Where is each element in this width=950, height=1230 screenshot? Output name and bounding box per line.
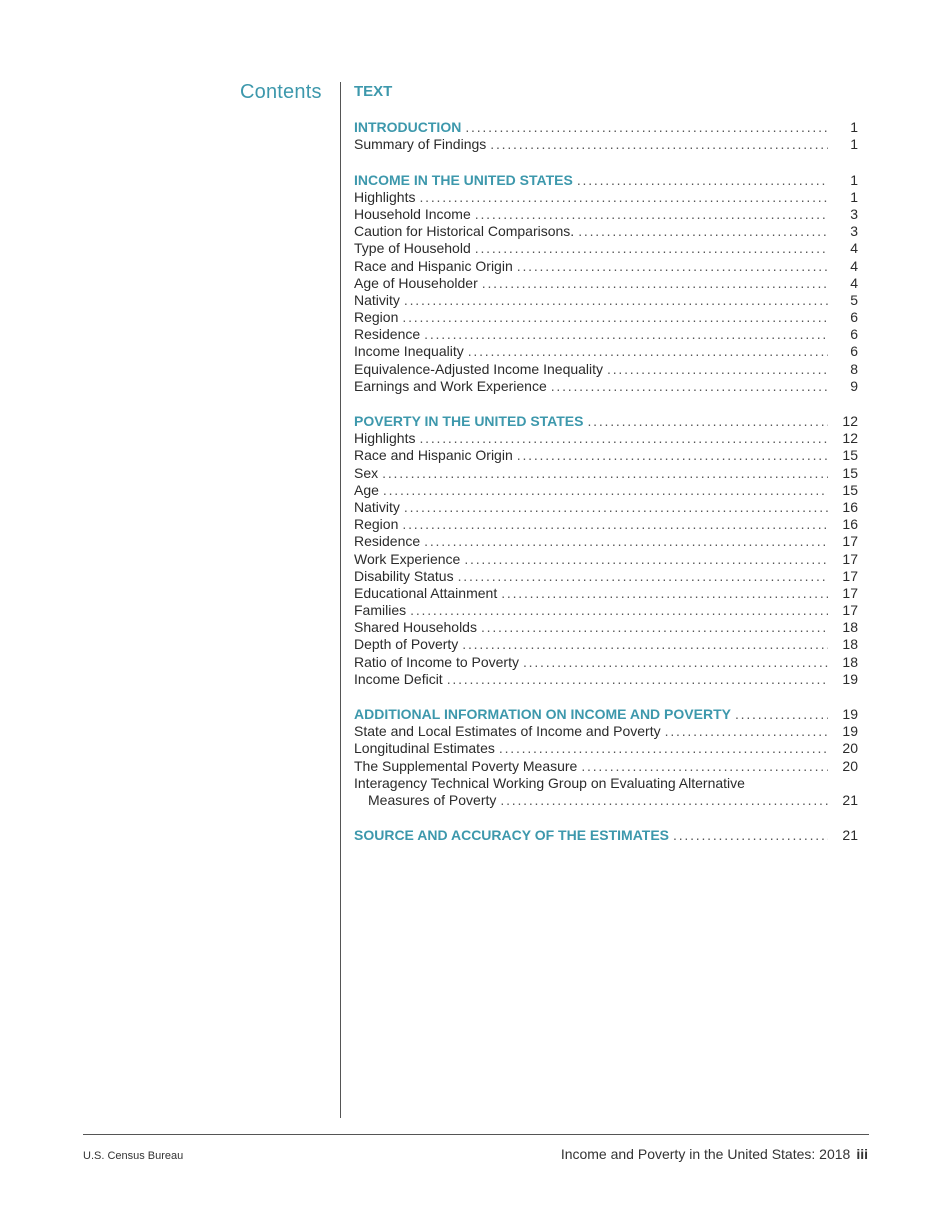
toc-entry-label: Residence: [354, 326, 421, 343]
toc-page-number: 19: [842, 670, 858, 687]
dot-leader: [578, 223, 828, 240]
toc-entry[interactable]: [354, 309, 858, 326]
toc-page-number: 3: [850, 223, 858, 240]
dot-leader: [464, 551, 828, 568]
toc-page-number: 6: [850, 343, 858, 360]
toc-page-number: 9: [850, 377, 858, 394]
dot-leader: [501, 585, 828, 602]
toc-page-number: 21: [842, 827, 858, 844]
toc-entry-label: Race and Hispanic Origin: [354, 257, 513, 274]
toc-entry[interactable]: [354, 136, 858, 153]
toc-entry-label: Educational Attainment: [354, 584, 498, 601]
dot-leader: [523, 654, 828, 671]
toc-page-number: 4: [850, 257, 858, 274]
dot-leader: [468, 343, 828, 360]
toc-entry[interactable]: [354, 447, 858, 464]
toc-page-number: 15: [842, 481, 858, 498]
toc-entry[interactable]: [354, 516, 858, 533]
toc-sections: [354, 119, 858, 844]
toc-entry[interactable]: [354, 653, 858, 670]
toc-entry-label: INCOME IN THE UNITED STATES: [354, 171, 573, 188]
toc-entry[interactable]: [354, 275, 858, 292]
toc-page-number: 8: [850, 360, 858, 377]
dot-leader: [500, 792, 828, 809]
toc-page-number: 6: [850, 309, 858, 326]
toc-entry[interactable]: [354, 189, 858, 206]
toc-entry[interactable]: [354, 257, 858, 274]
toc-entry-label: Shared Households: [354, 619, 477, 636]
toc-page-number: 18: [842, 619, 858, 636]
toc-page-number: 16: [842, 516, 858, 533]
toc-entry-label: Longitudinal Estimates: [354, 740, 495, 757]
dot-leader: [673, 827, 828, 844]
toc-page-number: 6: [850, 326, 858, 343]
dot-leader: [735, 706, 828, 723]
dot-leader: [419, 189, 828, 206]
toc-page-number: 4: [850, 274, 858, 291]
dot-leader: [665, 723, 828, 740]
toc-entry[interactable]: [354, 240, 858, 257]
toc-entry-label: Nativity: [354, 498, 400, 515]
toc-page-number: 15: [842, 447, 858, 464]
toc-entry[interactable]: [354, 619, 858, 636]
dot-leader: [382, 465, 828, 482]
toc-entry[interactable]: [354, 636, 858, 653]
toc-entry[interactable]: [354, 568, 858, 585]
dot-leader: [458, 568, 828, 585]
toc-page-number: 17: [842, 533, 858, 550]
toc-entry-label: Earnings and Work Experience: [354, 377, 547, 394]
dot-leader: [462, 636, 828, 653]
footer-title: [561, 1146, 868, 1162]
toc-title: TEXT: [354, 83, 393, 100]
toc-page-number: 20: [842, 757, 858, 774]
contents-heading: Contents: [240, 81, 322, 103]
toc-entry-label: Equivalence-Adjusted Income Inequality: [354, 360, 604, 377]
toc-page-number: 4: [850, 240, 858, 257]
toc-section: [354, 119, 858, 153]
footer-publisher: U.S. Census Bureau: [83, 1150, 184, 1162]
toc-entry-label: SOURCE AND ACCURACY OF THE ESTIMATES: [354, 827, 670, 844]
toc-page-number: 19: [842, 706, 858, 722]
toc-page-number: 17: [842, 567, 858, 584]
toc-entry-label: Race and Hispanic Origin: [354, 447, 513, 464]
dot-leader: [587, 413, 828, 430]
toc-page-number: 19: [842, 723, 858, 740]
toc-entry-label: Work Experience: [354, 550, 461, 567]
toc-entry-label: Highlights: [354, 188, 416, 205]
toc-section-heading[interactable]: [354, 706, 858, 723]
toc-entry-label: Families: [354, 602, 407, 619]
toc-section: [354, 413, 858, 688]
toc-page-number: 17: [842, 584, 858, 601]
toc-page-number: 18: [842, 653, 858, 670]
toc-entry[interactable]: [354, 378, 858, 395]
toc-section-heading[interactable]: [354, 171, 858, 188]
dot-leader: [465, 119, 828, 136]
toc-entry-label: Region: [354, 516, 399, 533]
dot-leader: [517, 258, 828, 275]
toc-entry-label: Type of Household: [354, 240, 471, 257]
dot-leader: [482, 275, 828, 292]
toc-page-number: 17: [842, 602, 858, 619]
toc-entry-label: Sex: [354, 464, 379, 481]
toc-page-number: 5: [850, 291, 858, 308]
toc-entry[interactable]: [354, 499, 858, 516]
toc-entry-label: Measures of Poverty: [368, 791, 497, 808]
toc-section-heading[interactable]: [354, 413, 858, 430]
toc-section: [354, 706, 858, 809]
toc-entry[interactable]: [354, 740, 858, 757]
toc-entry[interactable]: [354, 533, 858, 550]
toc-entry[interactable]: [354, 464, 858, 481]
toc-page-number: 1: [850, 171, 858, 188]
toc-entry[interactable]: [354, 550, 858, 567]
toc-entry-label: ADDITIONAL INFORMATION ON INCOME AND POVERTY: [354, 706, 731, 722]
toc-page-number: 12: [842, 413, 858, 429]
dot-leader: [402, 309, 828, 326]
dot-leader: [517, 447, 828, 464]
toc-entry[interactable]: [354, 292, 858, 309]
vertical-divider: [340, 82, 341, 1118]
toc-page-number: 1: [850, 188, 858, 205]
toc-entry-label: POVERTY IN THE UNITED STATES: [354, 413, 584, 429]
toc-entry[interactable]: [354, 602, 858, 619]
dot-leader: [581, 758, 828, 775]
toc-entry[interactable]: [354, 343, 858, 360]
dot-leader: [481, 619, 828, 636]
dot-leader: [404, 499, 828, 516]
dot-leader: [475, 206, 828, 223]
toc-entry-label: State and Local Estimates of Income and Poverty: [354, 723, 661, 740]
dot-leader: [475, 240, 828, 257]
toc-entry[interactable]: [354, 360, 858, 377]
toc-page-number: 16: [842, 498, 858, 515]
dot-leader: [424, 326, 828, 343]
toc-entry[interactable]: [354, 585, 858, 602]
toc-entry-label: Age of Householder: [354, 274, 478, 291]
dot-leader: [402, 516, 828, 533]
toc-entry-label: Household Income: [354, 205, 471, 222]
dot-leader: [607, 361, 828, 378]
toc-entry[interactable]: [354, 482, 858, 499]
toc-page-number: 1: [850, 136, 858, 153]
toc-entry-label: Income Inequality: [354, 343, 464, 360]
table-of-contents: [354, 82, 858, 862]
toc-entry-label: Residence: [354, 533, 421, 550]
dot-leader: [419, 430, 828, 447]
toc-entry-label: Income Deficit: [354, 670, 443, 687]
toc-entry[interactable]: [354, 723, 858, 740]
toc-page-number: 17: [842, 550, 858, 567]
toc-section: [354, 171, 858, 394]
toc-entry-label: Depth of Poverty: [354, 636, 459, 653]
dot-leader: [447, 671, 828, 688]
toc-entry[interactable]: [354, 671, 858, 688]
toc-page-number: 3: [850, 205, 858, 222]
toc-entry-label: Nativity: [354, 291, 400, 308]
toc-entry-label: Highlights: [354, 430, 416, 447]
dot-leader: [410, 602, 828, 619]
toc-page-number: 18: [842, 636, 858, 653]
toc-entry[interactable]: [354, 223, 858, 240]
footer-report-title: Income and Poverty in the United States: 2018: [560, 1146, 851, 1162]
toc-page-number: 12: [842, 430, 858, 447]
toc-entry-label: Summary of Findings: [354, 136, 487, 153]
toc-entry[interactable]: [354, 792, 858, 809]
toc-entry[interactable]: [354, 206, 858, 223]
toc-section-heading[interactable]: [354, 827, 858, 844]
toc-page-number: 21: [842, 791, 858, 808]
toc-section: [354, 827, 858, 844]
toc-entry-label[interactable]: Interagency Technical Working Group on Evaluating Alternative: [354, 774, 745, 791]
dot-leader: [424, 533, 828, 550]
toc-entry[interactable]: [354, 326, 858, 343]
toc-entry[interactable]: [354, 757, 858, 774]
dot-leader: [490, 136, 828, 153]
toc-entry[interactable]: [354, 430, 858, 447]
footer-page-number: iii: [856, 1146, 868, 1162]
toc-page-number: 15: [842, 464, 858, 481]
toc-entry-label: Caution for Historical Comparisons.: [354, 223, 575, 240]
footer-divider: [83, 1134, 869, 1135]
toc-entry-label: Region: [354, 309, 399, 326]
toc-section-heading[interactable]: [354, 119, 858, 136]
dot-leader: [551, 378, 828, 395]
toc-entry-label: Disability Status: [354, 567, 454, 584]
dot-leader: [404, 292, 828, 309]
toc-entry-label: Age: [354, 481, 379, 498]
toc-page-number: 1: [850, 119, 858, 136]
dot-leader: [383, 482, 828, 499]
dot-leader: [577, 172, 828, 189]
toc-page-number: 20: [842, 740, 858, 757]
dot-leader: [499, 740, 828, 757]
toc-entry-label: INTRODUCTION: [354, 119, 462, 136]
toc-entry-label: The Supplemental Poverty Measure: [354, 757, 578, 774]
toc-entry-label: Ratio of Income to Poverty: [354, 653, 519, 670]
